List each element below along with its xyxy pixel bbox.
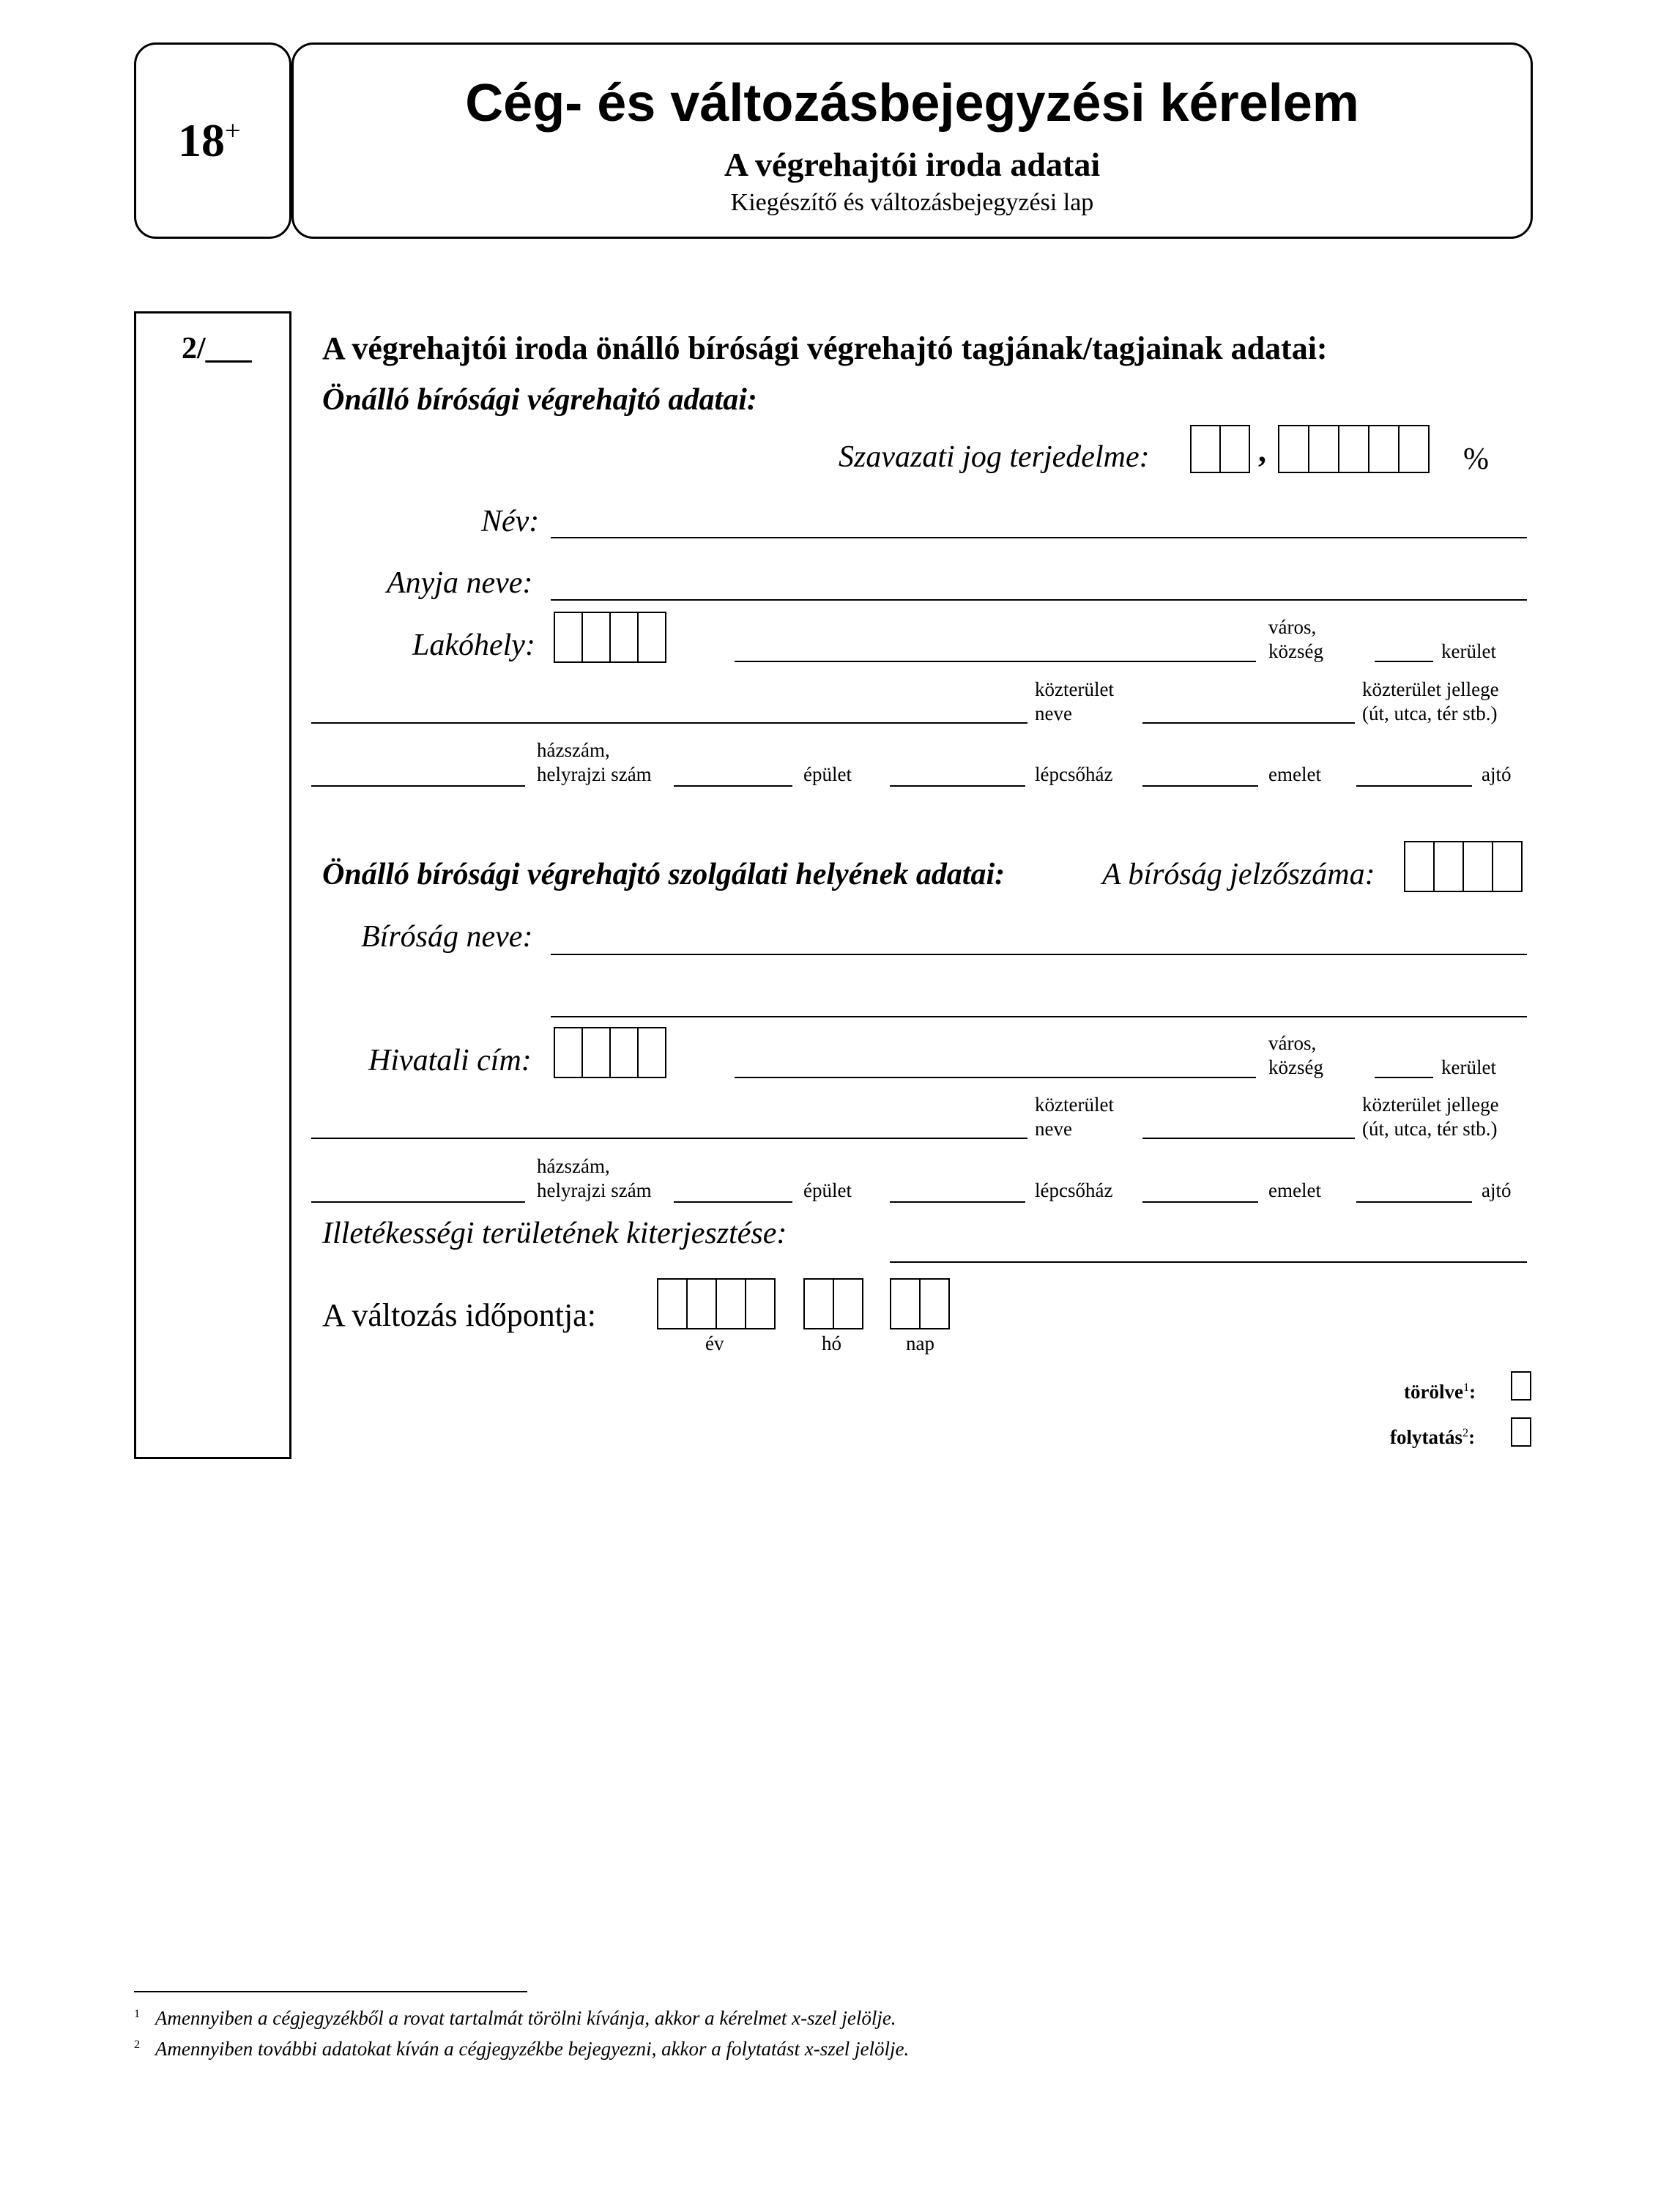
continuation-label (1390, 1421, 1475, 1450)
deleted-text: törölve (1404, 1381, 1463, 1403)
house-number-text: házszám, (537, 739, 610, 761)
court-name-label: Bíróság neve: (361, 920, 533, 954)
continuation-text: folytatás (1390, 1426, 1462, 1448)
office-staircase-label: lépcsőház (1035, 1179, 1113, 1201)
continuation-checkbox[interactable] (1511, 1417, 1531, 1447)
lot-number-text: helyrajzi szám (537, 763, 652, 785)
public-space-type-examples: (út, utca, tér stb.) (1362, 702, 1498, 724)
mother-name-label: Anyja neve: (387, 566, 533, 600)
jurisdiction-field[interactable] (890, 1261, 1527, 1263)
residence-door-label: ajtó (1482, 763, 1512, 785)
continuation-colon: : (1468, 1426, 1476, 1448)
jurisdiction-label: Illetékességi területének kiterjesztése: (322, 1217, 787, 1250)
service-heading: Önálló bírósági végrehajtó szolgálati helyének adatai: (322, 858, 1006, 891)
residence-postcode-cells[interactable] (554, 612, 666, 663)
change-date-month-label: hó (822, 1332, 841, 1354)
office-house-number-label (537, 1154, 652, 1203)
office-district-label: kerület (1441, 1056, 1496, 1078)
residence-floor-label: emelet (1268, 763, 1321, 785)
residence-city-field[interactable] (735, 661, 1256, 662)
office-lot-number-text: helyrajzi szám (537, 1179, 652, 1201)
footnote-2 (134, 2038, 909, 2061)
residence-public-space-type-label (1362, 678, 1499, 726)
footnote-1-text: Amennyiben a cégjegyzékből a rovat tartalmát törölni kívánja, akkor a kérelmet x-szel jelölje. (155, 2007, 896, 2029)
vote-comma: , (1258, 433, 1266, 469)
residence-public-space-name-field[interactable] (311, 722, 1027, 724)
office-address-label: Hivatali cím: (368, 1044, 532, 1077)
name-label: Név: (481, 505, 540, 538)
office-city-field[interactable] (735, 1077, 1256, 1078)
change-date-year-label: év (705, 1332, 724, 1354)
section-heading: A végrehajtói iroda önálló bírósági végrehajtó tagjának/tagjainak adatai: (322, 330, 1328, 366)
residence-floor-field[interactable] (1142, 785, 1258, 787)
residence-house-number-label (537, 738, 652, 787)
deleted-footnote-ref: 1 (1462, 1381, 1470, 1394)
change-date-month-cells[interactable] (803, 1278, 863, 1329)
public-space-type-text: közterület jellege (1362, 678, 1499, 700)
change-date-year-cells[interactable] (657, 1278, 776, 1329)
city-text: város, (1268, 616, 1317, 638)
office-postcode-cells[interactable] (554, 1027, 666, 1078)
office-city-label (1268, 1031, 1323, 1080)
office-public-space-type-field[interactable] (1142, 1138, 1355, 1139)
continuation-footnote-ref: 2 (1462, 1426, 1469, 1439)
court-name-field[interactable] (551, 954, 1527, 955)
change-date-label: A változás időpontja: (322, 1297, 596, 1333)
badge-sup: + (225, 115, 241, 146)
office-door-field[interactable] (1356, 1201, 1472, 1203)
mother-name-field[interactable] (551, 599, 1527, 601)
change-date-day-cells[interactable] (890, 1278, 950, 1329)
header-badge (178, 114, 241, 168)
footnote-2-number: 2 (134, 2038, 141, 2051)
court-code-cells[interactable] (1404, 841, 1523, 892)
residence-building-label: épület (803, 763, 852, 785)
residence-city-label (1268, 615, 1323, 664)
footnote-1 (134, 2007, 896, 2030)
deleted-label (1404, 1376, 1476, 1404)
vote-integer-cells[interactable] (1190, 425, 1250, 473)
office-name-text: neve (1035, 1118, 1072, 1140)
court-name-field-2[interactable] (551, 1016, 1527, 1017)
office-village-text: község (1268, 1056, 1323, 1078)
section-number: 2/___ (182, 332, 252, 366)
office-public-space-name-label (1035, 1093, 1114, 1141)
office-staircase-field[interactable] (890, 1201, 1025, 1203)
residence-house-number-field[interactable] (311, 785, 525, 787)
deleted-checkbox[interactable] (1511, 1371, 1531, 1401)
residence-district-label: kerület (1441, 640, 1496, 662)
vote-percent: % (1463, 442, 1489, 476)
office-public-space-text: közterület (1035, 1094, 1114, 1116)
office-floor-label: emelet (1268, 1179, 1321, 1201)
residence-staircase-label: lépcsőház (1035, 763, 1113, 785)
office-door-label: ajtó (1482, 1179, 1512, 1201)
residence-door-field[interactable] (1356, 785, 1472, 787)
page-title: Cég- és változásbejegyzési kérelem (465, 74, 1359, 133)
office-city-text: város, (1268, 1032, 1317, 1054)
residence-label: Lakóhely: (412, 628, 535, 662)
village-text: község (1268, 640, 1323, 662)
office-public-space-name-field[interactable] (311, 1138, 1027, 1139)
change-date-day-label: nap (906, 1332, 934, 1354)
footnote-2-text: Amennyiben további adatokat kíván a cégjegyzékbe bejegyezni, akkor a folytatást x-szel jelölje. (155, 2038, 910, 2060)
residence-district-field[interactable] (1375, 661, 1433, 662)
office-house-number-text: házszám, (537, 1155, 610, 1177)
section-subheading: Önálló bírósági végrehajtó adatai: (322, 383, 757, 417)
vote-decimal-cells[interactable] (1278, 425, 1430, 473)
office-floor-field[interactable] (1142, 1201, 1258, 1203)
deleted-colon: : (1469, 1381, 1476, 1403)
residence-building-field[interactable] (674, 785, 792, 787)
footnote-separator (134, 1991, 527, 1992)
office-district-field[interactable] (1375, 1077, 1433, 1078)
sheet-type: Kiegészítő és változásbejegyzési lap (730, 189, 1094, 216)
name-field[interactable] (551, 537, 1527, 538)
office-building-field[interactable] (674, 1201, 792, 1203)
vote-label: Szavazati jog terjedelme: (839, 440, 1150, 474)
footnote-1-number: 1 (134, 2007, 141, 2020)
residence-public-space-type-field[interactable] (1142, 722, 1355, 724)
name-text: neve (1035, 702, 1072, 724)
section-number-column (134, 311, 291, 1459)
office-public-space-type-text: közterület jellege (1362, 1094, 1499, 1116)
residence-staircase-field[interactable] (890, 785, 1025, 787)
page-subtitle: A végrehajtói iroda adatai (724, 146, 1101, 183)
public-space-text: közterület (1035, 678, 1114, 700)
court-code-label: A bíróság jelzőszáma: (1102, 858, 1375, 891)
badge-number: 18 (178, 114, 225, 166)
office-public-space-type-label (1362, 1093, 1499, 1141)
office-building-label: épület (803, 1179, 852, 1201)
residence-public-space-name-label (1035, 678, 1114, 726)
office-public-space-type-examples: (út, utca, tér stb.) (1362, 1118, 1498, 1140)
office-house-number-field[interactable] (311, 1201, 525, 1203)
